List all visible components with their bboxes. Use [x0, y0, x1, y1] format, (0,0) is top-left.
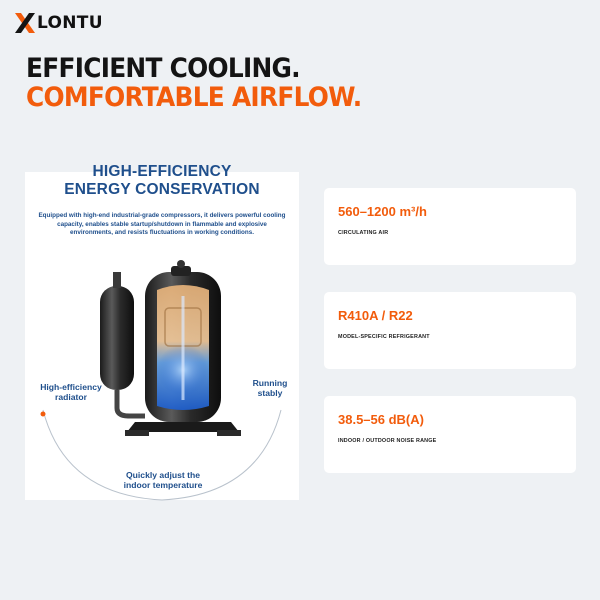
- panel-title-line-1: HIGH-EFFICIENCY: [92, 163, 232, 180]
- hero-line-2: COMFORTABLE AIRFLOW.: [26, 82, 362, 113]
- logo-text: LONTU: [37, 13, 103, 33]
- product-image-panel: [25, 163, 299, 500]
- stat-value: 560–1200 m³/h: [338, 204, 427, 219]
- panel-description: Equipped with high-end industrial-grade compressors, it delivers powerful cooling capacity, enables stable startup/shutdown in flammable and explosive environments, and resists fluctuations in working conditions.: [38, 212, 286, 237]
- logo-x-icon: [14, 12, 36, 34]
- callout-radiator: High-efficiency radiator: [40, 382, 102, 402]
- callout-adjust-temperature: Quickly adjust the indoor temperature: [123, 470, 203, 490]
- stat-card-airflow: [324, 188, 576, 265]
- stat-label: MODEL-SPECIFIC REFRIGERANT: [338, 334, 430, 340]
- callout-running-stably: Running stably: [252, 378, 288, 398]
- brand-logo: [14, 12, 103, 34]
- stat-value: 38.5–56 dB(A): [338, 412, 424, 427]
- stat-label: INDOOR / OUTDOOR NOISE RANGE: [338, 438, 437, 444]
- stat-card-noise: [324, 396, 576, 473]
- stat-card-refrigerant: [324, 292, 576, 369]
- stat-label: CIRCULATING AIR: [338, 230, 389, 236]
- hero-line-1: EFFICIENT COOLING.: [26, 53, 300, 84]
- panel-title-line-2: ENERGY CONSERVATION: [64, 181, 260, 198]
- hero-headline: [26, 54, 391, 112]
- stat-value: R410A / R22: [338, 308, 413, 323]
